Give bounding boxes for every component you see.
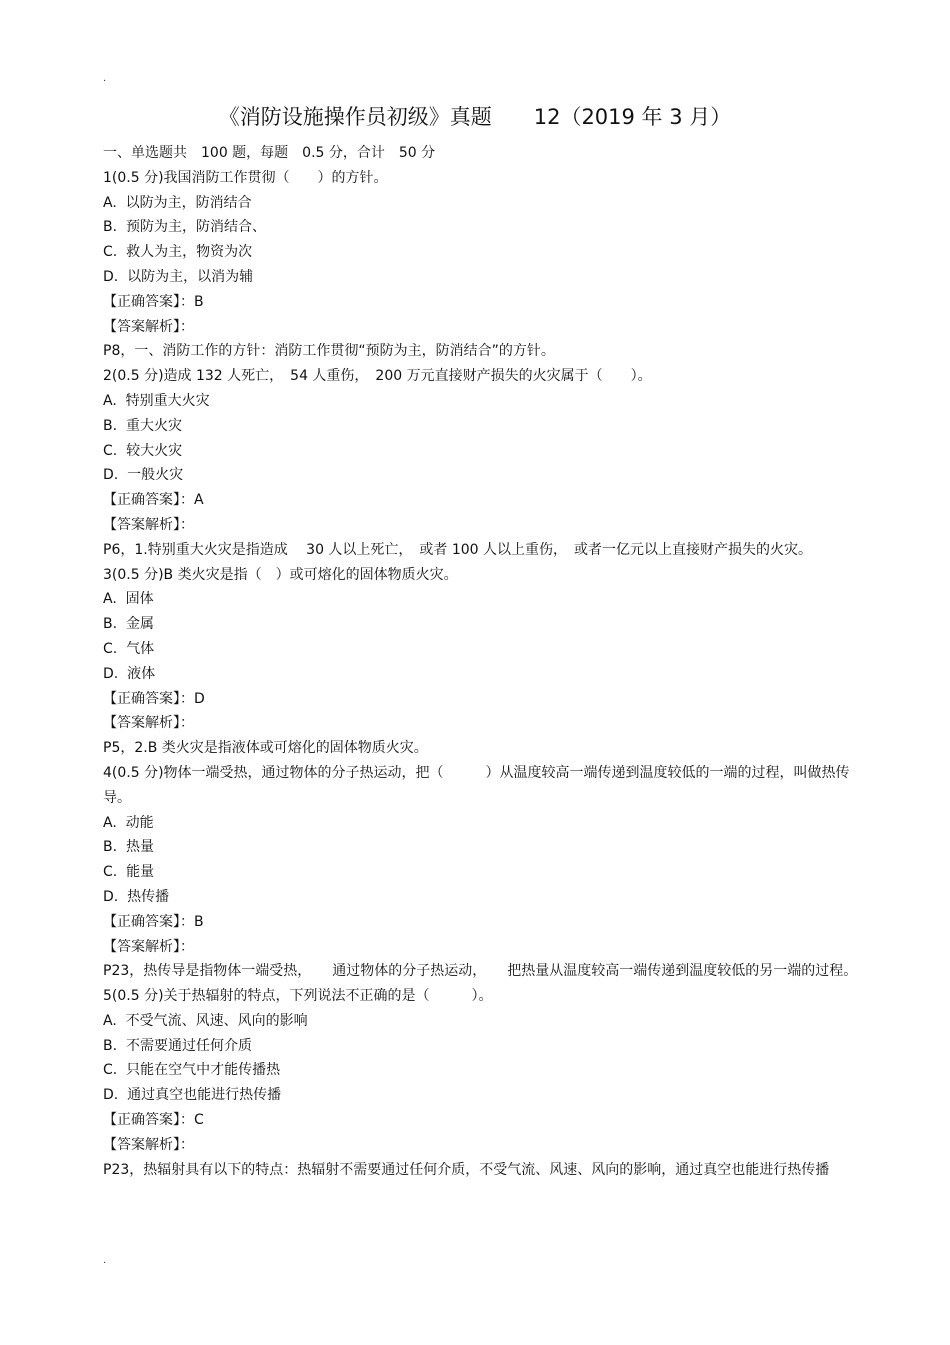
correct-answer: 【正确答案】：A (103, 492, 204, 509)
analysis-label: 【答案解析】： (103, 1136, 194, 1153)
question-stem: 1(0.5 分)我国消防工作贯彻（ ）的方针。 (103, 169, 388, 186)
section-heading: 一、单选题共 100 题，每题 0.5 分，合计 50 分 (103, 145, 436, 161)
question-5 (103, 984, 863, 1182)
option-d: D. 一般火灾 (103, 467, 184, 484)
option-d: D. 通过真空也能进行热传播 (103, 1087, 282, 1104)
option-c: C. 较大火灾 (103, 442, 183, 459)
question-stem: 5(0.5 分)关于热辐射的特点，下列说法不正确的是（ ）。 (103, 988, 493, 1005)
option-a: A. 以防为主，防消结合 (103, 194, 252, 211)
option-a: A. 动能 (103, 814, 154, 831)
option-b: B. 重大火灾 (103, 417, 182, 434)
question-1 (103, 166, 863, 364)
question-stem: 2(0.5 分)造成 132 人死亡， 54 人重伤， 200 万元直接财产损失的火灾属于（ ）。 (103, 368, 652, 385)
analysis-text: P6，1.特别重大火灾是指造成 30 人以上死亡， 或者 100 人以上重伤， 或者一亿元以上直接财产损失的火灾。 (103, 541, 813, 558)
correct-answer: 【正确答案】：B (103, 293, 204, 310)
option-a: A. 特别重大火灾 (103, 392, 210, 409)
document-body (103, 141, 863, 1182)
option-c: C. 只能在空气中才能传播热 (103, 1062, 281, 1079)
option-b: B. 不需要通过任何介质 (103, 1037, 252, 1054)
option-b: B. 金属 (103, 616, 154, 633)
option-d: D. 以防为主，以消为辅 (103, 268, 254, 285)
question-2 (103, 364, 863, 562)
analysis-label: 【答案解析】： (103, 516, 194, 533)
page-title: 《消防设施操作员初级》真题 12（2019 年 3 月） (218, 105, 732, 129)
question-4 (103, 761, 863, 984)
correct-answer: 【正确答案】：C (103, 1112, 204, 1129)
option-a: A. 不受气流、风速、风向的影响 (103, 1012, 308, 1029)
analysis-text: P23，热辐射具有以下的特点：热辐射不需要通过任何介质，不受气流、风速、风向的影响，通过真空也能进行热传播 (103, 1161, 830, 1178)
option-d: D. 液体 (103, 665, 156, 682)
analysis-label: 【答案解析】： (103, 318, 194, 335)
option-d: D. 热传播 (103, 888, 170, 905)
option-c: C. 能量 (103, 864, 155, 881)
analysis-text: P5，2.B 类火灾是指液体或可熔化的固体物质火灾。 (103, 740, 428, 757)
option-a: A. 固体 (103, 591, 154, 608)
analysis-label: 【答案解析】： (103, 938, 194, 955)
question-3 (103, 563, 863, 761)
option-b: B. 预防为主，防消结合、 (103, 219, 266, 236)
option-c: C. 救人为主，物资为次 (103, 244, 253, 261)
analysis-text: P23，热传导是指物体一端受热， 通过物体的分子热运动， 把热量从温度较高一端传递到温度较低的另一端的过程。 (103, 963, 858, 980)
option-c: C. 气体 (103, 640, 155, 657)
question-stem: 3(0.5 分)B 类火灾是指（ ）或可熔化的固体物质火灾。 (103, 566, 458, 583)
top-mark: . (103, 73, 107, 84)
analysis-label: 【答案解析】： (103, 715, 194, 732)
question-stem: 4(0.5 分)物体一端受热，通过物体的分子热运动，把（ ）从温度较高一端传递到温度较低的一端的过程，叫做热传导。 (103, 764, 850, 806)
option-b: B. 热量 (103, 839, 154, 856)
correct-answer: 【正确答案】：D (103, 690, 205, 707)
bottom-mark: . (103, 1255, 107, 1266)
correct-answer: 【正确答案】：B (103, 913, 204, 930)
analysis-text: P8，一、消防工作的方针：消防工作贯彻“预防为主，防消结合”的方针。 (103, 343, 555, 360)
